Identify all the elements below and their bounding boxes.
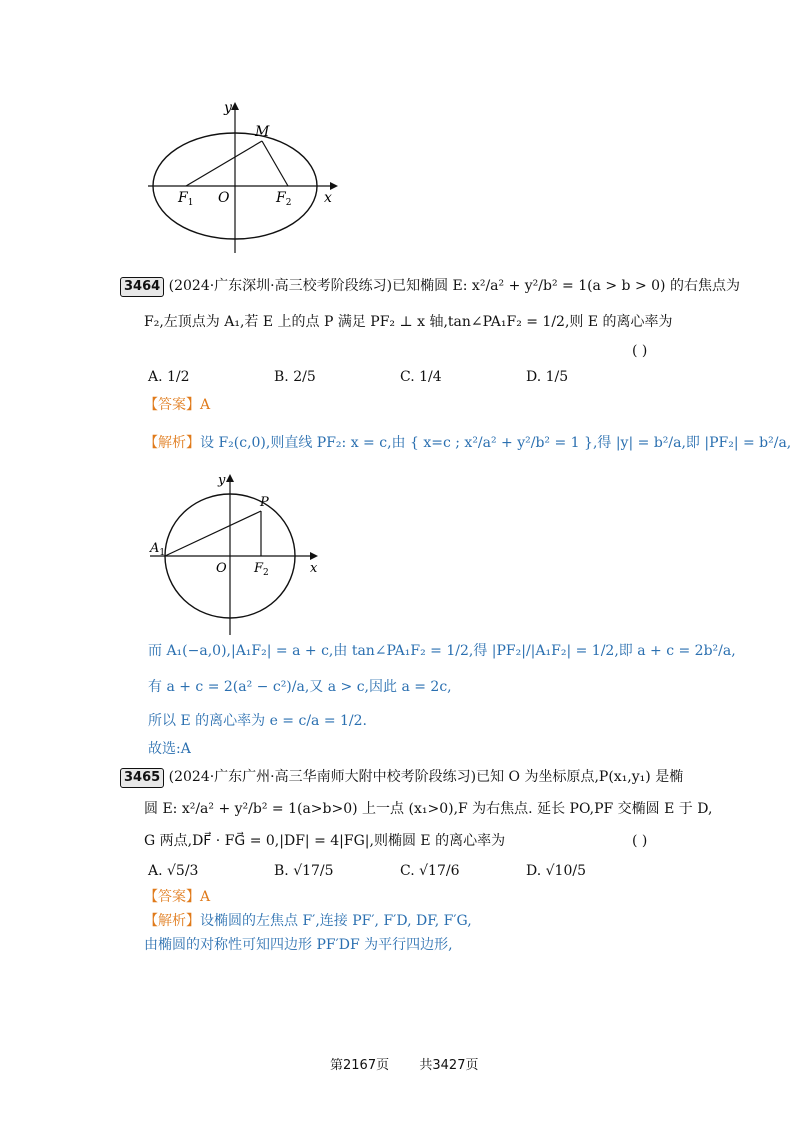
q3465-option-c: C. √17/6 <box>400 863 460 879</box>
fig2-A1: A <box>150 541 160 556</box>
fig2-y: y <box>218 473 226 488</box>
q3464-answer: 【答案】A <box>144 397 211 413</box>
fig1-O: O <box>218 190 230 206</box>
q3465-line1: 3465 (2024·广东广州·高三华南师大附中校考阶段练习)已知 O 为坐标原点,P(x₁,y₁) 是椭 <box>120 768 683 788</box>
question-number: 3464 <box>120 277 164 297</box>
q3464-option-b: B. 2/5 <box>274 369 316 385</box>
svg-text:F2: $F_2$ <box>276 190 292 208</box>
q3465-option-d: D. √10/5 <box>526 863 586 879</box>
q3464-analysis-line4: 所以 E 的离心率为 e = c/a = 1/2. <box>148 713 368 729</box>
q3464-option-c: C. 1/4 <box>400 369 442 385</box>
svg-text:F1: $F_1$ <box>178 190 194 208</box>
q3464-option-a: A. 1/2 <box>148 369 190 385</box>
q3464-option-d: D. 1/5 <box>526 369 569 385</box>
q3465-analysis-line1: 【解析】设椭圆的左焦点 F′,连接 PF′, F′D, DF, F′G, <box>144 913 472 929</box>
fig1-y: y <box>224 100 232 116</box>
fig1-x: x <box>324 190 332 206</box>
fig2-F2: F <box>254 561 264 576</box>
page-footer <box>330 1054 478 1073</box>
fig2-x: x <box>310 561 318 576</box>
fig2-O: O <box>216 561 227 576</box>
figure-ellipse-2 <box>148 470 328 640</box>
q3464-analysis-line1: 【解析】设 F₂(c,0),则直线 PF₂: x = c,由 { x=c ; x²/a² + y²/b² = 1 },得 |y| = b²/a,即 |PF₂| = b²/a, <box>144 435 792 451</box>
fig2-P: P <box>260 495 269 510</box>
q3465-analysis-line2: 由椭圆的对称性可知四边形 PF′DF 为平行四边形, <box>144 937 453 953</box>
q3464-line1: 3464 (2024·广东深圳·高三校考阶段练习)已知椭圆 E: x²/a² + y²/b² = 1(a > b > 0) 的右焦点为 <box>120 277 740 297</box>
q3465-line3: G 两点,DF⃗ · FG⃗ = 0,|DF| = 4|FG|,则椭圆 E 的离心率为 <box>144 833 506 849</box>
q3465-option-a: A. √5/3 <box>148 863 199 879</box>
q3464-analysis-line3: 有 a + c = 2(a² − c²)/a,又 a > c,因此 a = 2c, <box>148 679 452 695</box>
figure-ellipse-1 <box>140 98 350 258</box>
page-number: 第2167页 <box>330 1058 390 1073</box>
q3464-analysis-line5: 故选:A <box>148 741 191 757</box>
page-total: 共3427页 <box>419 1058 479 1073</box>
q3465-option-b: B. √17/5 <box>274 863 334 879</box>
svg-text:F2: $F_2$ <box>254 561 269 578</box>
q3465-paren: ( ) <box>632 833 648 849</box>
svg-text:A1: $A_1$ <box>150 541 166 558</box>
q3464-line2: F₂,左顶点为 A₁,若 E 上的点 P 满足 PF₂ ⊥ x 轴,tan∠PA₁F₂ = 1/2,则 E 的离心率为 <box>144 314 673 330</box>
fig1-M: M <box>255 124 270 140</box>
q3465-line2: 圆 E: x²/a² + y²/b² = 1(a>b>0) 上一点 (x₁>0),F 为右焦点. 延长 PO,PF 交椭圆 E 于 D, <box>144 801 713 817</box>
fig1-F1: F <box>178 190 188 206</box>
q3465-answer: 【答案】A <box>144 889 211 905</box>
q3464-analysis-line2: 而 A₁(−a,0),|A₁F₂| = a + c,由 tan∠PA₁F₂ = 1/2,得 |PF₂|/|A₁F₂| = 1/2,即 a + c = 2b²/a, <box>148 643 736 659</box>
question-number: 3465 <box>120 768 164 788</box>
q3464-paren: ( ) <box>632 343 648 359</box>
fig1-F2: F <box>276 190 286 206</box>
